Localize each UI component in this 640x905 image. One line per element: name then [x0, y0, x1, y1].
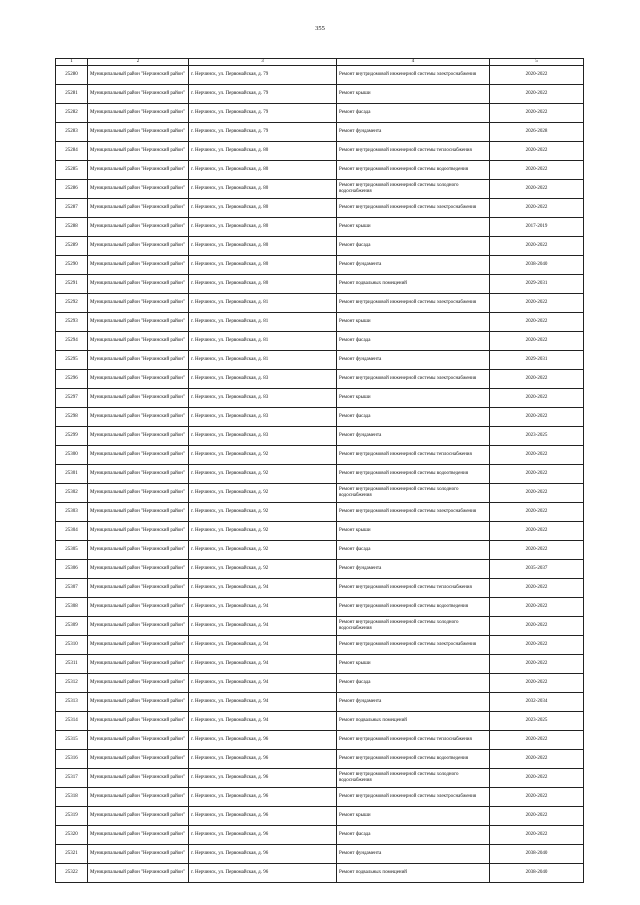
address-cell: г. Нерчинск, ул. Первомайская, д. 80 — [189, 237, 337, 256]
work-type-cell: Ремонт крыши — [337, 522, 490, 541]
row-number-cell: 25300 — [56, 446, 88, 465]
period-cell: 2038-2040 — [490, 256, 584, 275]
work-type-cell: Ремонт внутридомовой инженерной системы электроснабжения — [337, 66, 490, 85]
table-row — [56, 560, 584, 579]
period-cell: 2020-2022 — [490, 66, 584, 85]
municipality-cell: Муниципальный район "Нерчинский район" — [88, 560, 189, 579]
table-row — [56, 579, 584, 598]
municipality-cell: Муниципальный район "Нерчинский район" — [88, 617, 189, 636]
period-cell: 2020-2022 — [490, 674, 584, 693]
row-number-cell: 25289 — [56, 237, 88, 256]
address-cell: г. Нерчинск, ул. Первомайская, д. 94 — [189, 598, 337, 617]
address-cell: г. Нерчинск, ул. Первомайская, д. 79 — [189, 66, 337, 85]
work-type-cell: Ремонт внутридомовой инженерной системы электроснабжения — [337, 370, 490, 389]
municipality-cell: Муниципальный район "Нерчинский район" — [88, 351, 189, 370]
municipality-cell: Муниципальный район "Нерчинский район" — [88, 237, 189, 256]
municipality-cell: Муниципальный район "Нерчинский район" — [88, 446, 189, 465]
period-cell: 2020-2022 — [490, 769, 584, 788]
table-row — [56, 85, 584, 104]
work-type-cell: Ремонт крыши — [337, 807, 490, 826]
table-row — [56, 199, 584, 218]
municipality-cell: Муниципальный район "Нерчинский район" — [88, 864, 189, 883]
work-type-cell: Ремонт фундамента — [337, 351, 490, 370]
address-cell: г. Нерчинск, ул. Первомайская, д. 83 — [189, 370, 337, 389]
period-cell: 2020-2022 — [490, 484, 584, 503]
period-cell: 2020-2022 — [490, 750, 584, 769]
repair-schedule-table — [55, 58, 584, 883]
table-row — [56, 541, 584, 560]
address-cell: г. Нерчинск, ул. Первомайская, д. 80 — [189, 275, 337, 294]
work-type-cell: Ремонт внутридомовой инженерной системы электроснабжения — [337, 503, 490, 522]
period-cell: 2020-2022 — [490, 636, 584, 655]
table-row — [56, 408, 584, 427]
work-type-cell: Ремонт внутридомовой инженерной системы электроснабжения — [337, 199, 490, 218]
row-number-cell: 25295 — [56, 351, 88, 370]
work-type-cell: Ремонт внутридомовой инженерной системы теплоснабжения — [337, 142, 490, 161]
address-cell: г. Нерчинск, ул. Первомайская, д. 80 — [189, 142, 337, 161]
work-type-cell: Ремонт крыши — [337, 218, 490, 237]
period-cell: 2020-2022 — [490, 503, 584, 522]
work-type-cell: Ремонт внутридомовой инженерной системы холодного водоснабжения — [337, 617, 490, 636]
municipality-cell: Муниципальный район "Нерчинский район" — [88, 826, 189, 845]
row-number-cell: 25298 — [56, 408, 88, 427]
work-type-cell: Ремонт фасада — [337, 332, 490, 351]
period-cell: 2020-2022 — [490, 541, 584, 560]
address-cell: г. Нерчинск, ул. Первомайская, д. 92 — [189, 503, 337, 522]
row-number-cell: 25301 — [56, 465, 88, 484]
period-cell: 2020-2022 — [490, 237, 584, 256]
work-type-cell: Ремонт крыши — [337, 655, 490, 674]
column-header-3: 3 — [189, 59, 337, 66]
page-number: 355 — [315, 25, 325, 32]
row-number-cell: 25302 — [56, 484, 88, 503]
address-cell: г. Нерчинск, ул. Первомайская, д. 94 — [189, 655, 337, 674]
address-cell: г. Нерчинск, ул. Первомайская, д. 96 — [189, 826, 337, 845]
municipality-cell: Муниципальный район "Нерчинский район" — [88, 408, 189, 427]
municipality-cell: Муниципальный район "Нерчинский район" — [88, 142, 189, 161]
period-cell: 2020-2022 — [490, 142, 584, 161]
municipality-cell: Муниципальный район "Нерчинский район" — [88, 541, 189, 560]
row-number-cell: 25317 — [56, 769, 88, 788]
municipality-cell: Муниципальный район "Нерчинский район" — [88, 693, 189, 712]
table-row — [56, 446, 584, 465]
table-row — [56, 161, 584, 180]
work-type-cell: Ремонт внутридомовой инженерной системы водоотведения — [337, 161, 490, 180]
period-cell: 2038-2040 — [490, 864, 584, 883]
address-cell: г. Нерчинск, ул. Первомайская, д. 92 — [189, 560, 337, 579]
table-row — [56, 351, 584, 370]
period-cell: 2020-2022 — [490, 389, 584, 408]
municipality-cell: Муниципальный район "Нерчинский район" — [88, 712, 189, 731]
municipality-cell: Муниципальный район "Нерчинский район" — [88, 845, 189, 864]
work-type-cell: Ремонт фасада — [337, 408, 490, 427]
period-cell: 2020-2022 — [490, 731, 584, 750]
table-row — [56, 598, 584, 617]
row-number-cell: 25297 — [56, 389, 88, 408]
table-row — [56, 294, 584, 313]
address-cell: г. Нерчинск, ул. Первомайская, д. 96 — [189, 750, 337, 769]
table-row — [56, 636, 584, 655]
table-row — [56, 864, 584, 883]
row-number-cell: 25309 — [56, 617, 88, 636]
work-type-cell: Ремонт фундамента — [337, 123, 490, 142]
row-number-cell: 25303 — [56, 503, 88, 522]
row-number-cell: 25286 — [56, 180, 88, 199]
table-row — [56, 522, 584, 541]
work-type-cell: Ремонт фундамента — [337, 427, 490, 446]
address-cell: г. Нерчинск, ул. Первомайская, д. 80 — [189, 199, 337, 218]
table-row — [56, 427, 584, 446]
column-header-5: 5 — [490, 59, 584, 66]
table-row — [56, 617, 584, 636]
table-row — [56, 693, 584, 712]
row-number-cell: 25313 — [56, 693, 88, 712]
column-header-4: 4 — [337, 59, 490, 66]
period-cell: 2020-2022 — [490, 465, 584, 484]
period-cell: 2020-2022 — [490, 788, 584, 807]
table-row — [56, 389, 584, 408]
municipality-cell: Муниципальный район "Нерчинский район" — [88, 123, 189, 142]
period-cell: 2020-2022 — [490, 522, 584, 541]
column-header-2: 2 — [88, 59, 189, 66]
table-row — [56, 465, 584, 484]
row-number-cell: 25311 — [56, 655, 88, 674]
address-cell: г. Нерчинск, ул. Первомайская, д. 80 — [189, 218, 337, 237]
municipality-cell: Муниципальный район "Нерчинский район" — [88, 275, 189, 294]
work-type-cell: Ремонт внутридомовой инженерной системы холодного водоснабжения — [337, 484, 490, 503]
table-row — [56, 313, 584, 332]
table-row — [56, 180, 584, 199]
work-type-cell: Ремонт фасада — [337, 237, 490, 256]
table-row — [56, 370, 584, 389]
municipality-cell: Муниципальный район "Нерчинский район" — [88, 465, 189, 484]
address-cell: г. Нерчинск, ул. Первомайская, д. 96 — [189, 845, 337, 864]
address-cell: г. Нерчинск, ул. Первомайская, д. 94 — [189, 636, 337, 655]
table-row — [56, 237, 584, 256]
address-cell: г. Нерчинск, ул. Первомайская, д. 96 — [189, 731, 337, 750]
period-cell: 2020-2022 — [490, 85, 584, 104]
row-number-cell: 25318 — [56, 788, 88, 807]
period-cell: 2020-2022 — [490, 370, 584, 389]
municipality-cell: Муниципальный район "Нерчинский район" — [88, 85, 189, 104]
header-row — [56, 59, 584, 66]
municipality-cell: Муниципальный район "Нерчинский район" — [88, 788, 189, 807]
municipality-cell: Муниципальный район "Нерчинский район" — [88, 313, 189, 332]
period-cell: 2020-2022 — [490, 598, 584, 617]
municipality-cell: Муниципальный район "Нерчинский район" — [88, 674, 189, 693]
work-type-cell: Ремонт фасада — [337, 104, 490, 123]
row-number-cell: 25322 — [56, 864, 88, 883]
row-number-cell: 25292 — [56, 294, 88, 313]
table-row — [56, 503, 584, 522]
column-header-1: 1 — [56, 59, 88, 66]
work-type-cell: Ремонт крыши — [337, 313, 490, 332]
municipality-cell: Муниципальный район "Нерчинский район" — [88, 731, 189, 750]
address-cell: г. Нерчинск, ул. Первомайская, д. 94 — [189, 617, 337, 636]
row-number-cell: 25304 — [56, 522, 88, 541]
work-type-cell: Ремонт подвальных помещений — [337, 712, 490, 731]
work-type-cell: Ремонт крыши — [337, 389, 490, 408]
municipality-cell: Муниципальный район "Нерчинский район" — [88, 66, 189, 85]
row-number-cell: 25285 — [56, 161, 88, 180]
work-type-cell: Ремонт внутридомовой инженерной системы электроснабжения — [337, 788, 490, 807]
row-number-cell: 25321 — [56, 845, 88, 864]
row-number-cell: 25305 — [56, 541, 88, 560]
table-row — [56, 332, 584, 351]
address-cell: г. Нерчинск, ул. Первомайская, д. 96 — [189, 788, 337, 807]
address-cell: г. Нерчинск, ул. Первомайская, д. 94 — [189, 674, 337, 693]
period-cell: 2020-2022 — [490, 161, 584, 180]
municipality-cell: Муниципальный район "Нерчинский район" — [88, 750, 189, 769]
address-cell: г. Нерчинск, ул. Первомайская, д. 81 — [189, 351, 337, 370]
work-type-cell: Ремонт фасада — [337, 541, 490, 560]
row-number-cell: 25310 — [56, 636, 88, 655]
period-cell: 2023-2025 — [490, 427, 584, 446]
municipality-cell: Муниципальный район "Нерчинский район" — [88, 598, 189, 617]
work-type-cell: Ремонт подвальных помещений — [337, 275, 490, 294]
row-number-cell: 25293 — [56, 313, 88, 332]
address-cell: г. Нерчинск, ул. Первомайская, д. 92 — [189, 465, 337, 484]
row-number-cell: 25308 — [56, 598, 88, 617]
table-row — [56, 807, 584, 826]
address-cell: г. Нерчинск, ул. Первомайская, д. 92 — [189, 522, 337, 541]
period-cell: 2020-2022 — [490, 579, 584, 598]
period-cell: 2029-2031 — [490, 351, 584, 370]
period-cell: 2035-2037 — [490, 560, 584, 579]
row-number-cell: 25291 — [56, 275, 88, 294]
table-row — [56, 142, 584, 161]
address-cell: г. Нерчинск, ул. Первомайская, д. 80 — [189, 161, 337, 180]
row-number-cell: 25283 — [56, 123, 88, 142]
work-type-cell: Ремонт внутридомовой инженерной системы водоотведения — [337, 465, 490, 484]
row-number-cell: 25319 — [56, 807, 88, 826]
table-row — [56, 674, 584, 693]
period-cell: 2032-2034 — [490, 693, 584, 712]
municipality-cell: Муниципальный район "Нерчинский район" — [88, 161, 189, 180]
address-cell: г. Нерчинск, ул. Первомайская, д. 96 — [189, 807, 337, 826]
municipality-cell: Муниципальный район "Нерчинский район" — [88, 427, 189, 446]
municipality-cell: Муниципальный район "Нерчинский район" — [88, 370, 189, 389]
work-type-cell: Ремонт фундамента — [337, 845, 490, 864]
table-row — [56, 826, 584, 845]
period-cell: 2038-2040 — [490, 845, 584, 864]
table-row — [56, 731, 584, 750]
address-cell: г. Нерчинск, ул. Первомайская, д. 94 — [189, 712, 337, 731]
period-cell: 2020-2022 — [490, 313, 584, 332]
row-number-cell: 25281 — [56, 85, 88, 104]
work-type-cell: Ремонт внутридомовой инженерной системы теплоснабжения — [337, 446, 490, 465]
work-type-cell: Ремонт фундамента — [337, 256, 490, 275]
municipality-cell: Муниципальный район "Нерчинский район" — [88, 636, 189, 655]
period-cell: 2017-2019 — [490, 218, 584, 237]
address-cell: г. Нерчинск, ул. Первомайская, д. 79 — [189, 85, 337, 104]
address-cell: г. Нерчинск, ул. Первомайская, д. 79 — [189, 123, 337, 142]
table-row — [56, 256, 584, 275]
municipality-cell: Муниципальный район "Нерчинский район" — [88, 256, 189, 275]
period-cell: 2020-2022 — [490, 199, 584, 218]
work-type-cell: Ремонт крыши — [337, 85, 490, 104]
period-cell: 2020-2022 — [490, 446, 584, 465]
period-cell: 2020-2022 — [490, 655, 584, 674]
address-cell: г. Нерчинск, ул. Первомайская, д. 81 — [189, 313, 337, 332]
table-row — [56, 484, 584, 503]
period-cell: 2020-2022 — [490, 807, 584, 826]
work-type-cell: Ремонт внутридомовой инженерной системы холодного водоснабжения — [337, 180, 490, 199]
row-number-cell: 25280 — [56, 66, 88, 85]
row-number-cell: 25314 — [56, 712, 88, 731]
row-number-cell: 25307 — [56, 579, 88, 598]
municipality-cell: Муниципальный район "Нерчинский район" — [88, 332, 189, 351]
work-type-cell: Ремонт фасада — [337, 826, 490, 845]
work-type-cell: Ремонт внутридомовой инженерной системы электроснабжения — [337, 636, 490, 655]
work-type-cell: Ремонт фундамента — [337, 560, 490, 579]
period-cell: 2026-2028 — [490, 123, 584, 142]
municipality-cell: Муниципальный район "Нерчинский район" — [88, 579, 189, 598]
table-body — [56, 66, 584, 883]
address-cell: г. Нерчинск, ул. Первомайская, д. 94 — [189, 693, 337, 712]
address-cell: г. Нерчинск, ул. Первомайская, д. 81 — [189, 332, 337, 351]
period-cell: 2020-2022 — [490, 332, 584, 351]
row-number-cell: 25312 — [56, 674, 88, 693]
municipality-cell: Муниципальный район "Нерчинский район" — [88, 180, 189, 199]
work-type-cell: Ремонт фундамента — [337, 693, 490, 712]
table-row — [56, 275, 584, 294]
row-number-cell: 25284 — [56, 142, 88, 161]
work-type-cell: Ремонт фасада — [337, 674, 490, 693]
municipality-cell: Муниципальный район "Нерчинский район" — [88, 655, 189, 674]
period-cell: 2020-2022 — [490, 294, 584, 313]
period-cell: 2020-2022 — [490, 826, 584, 845]
table-row — [56, 655, 584, 674]
address-cell: г. Нерчинск, ул. Первомайская, д. 92 — [189, 484, 337, 503]
period-cell: 2020-2022 — [490, 104, 584, 123]
table-row — [56, 104, 584, 123]
row-number-cell: 25287 — [56, 199, 88, 218]
address-cell: г. Нерчинск, ул. Первомайская, д. 96 — [189, 769, 337, 788]
row-number-cell: 25288 — [56, 218, 88, 237]
address-cell: г. Нерчинск, ул. Первомайская, д. 83 — [189, 408, 337, 427]
row-number-cell: 25296 — [56, 370, 88, 389]
municipality-cell: Муниципальный район "Нерчинский район" — [88, 389, 189, 408]
municipality-cell: Муниципальный район "Нерчинский район" — [88, 503, 189, 522]
work-type-cell: Ремонт внутридомовой инженерной системы теплоснабжения — [337, 579, 490, 598]
table-row — [56, 845, 584, 864]
row-number-cell: 25294 — [56, 332, 88, 351]
row-number-cell: 25316 — [56, 750, 88, 769]
period-cell: 2023-2025 — [490, 712, 584, 731]
row-number-cell: 25290 — [56, 256, 88, 275]
address-cell: г. Нерчинск, ул. Первомайская, д. 83 — [189, 427, 337, 446]
address-cell: г. Нерчинск, ул. Первомайская, д. 80 — [189, 256, 337, 275]
municipality-cell: Муниципальный район "Нерчинский район" — [88, 484, 189, 503]
municipality-cell: Муниципальный район "Нерчинский район" — [88, 807, 189, 826]
work-type-cell: Ремонт внутридомовой инженерной системы холодного водоснабжения — [337, 769, 490, 788]
table-row — [56, 788, 584, 807]
address-cell: г. Нерчинск, ул. Первомайская, д. 94 — [189, 579, 337, 598]
work-type-cell: Ремонт подвальных помещений — [337, 864, 490, 883]
period-cell: 2020-2022 — [490, 180, 584, 199]
period-cell: 2020-2022 — [490, 408, 584, 427]
municipality-cell: Муниципальный район "Нерчинский район" — [88, 104, 189, 123]
municipality-cell: Муниципальный район "Нерчинский район" — [88, 199, 189, 218]
municipality-cell: Муниципальный район "Нерчинский район" — [88, 294, 189, 313]
period-cell: 2029-2031 — [490, 275, 584, 294]
work-type-cell: Ремонт внутридомовой инженерной системы водоотведения — [337, 750, 490, 769]
work-type-cell: Ремонт внутридомовой инженерной системы водоотведения — [337, 598, 490, 617]
municipality-cell: Муниципальный район "Нерчинский район" — [88, 218, 189, 237]
row-number-cell: 25306 — [56, 560, 88, 579]
address-cell: г. Нерчинск, ул. Первомайская, д. 83 — [189, 389, 337, 408]
address-cell: г. Нерчинск, ул. Первомайская, д. 81 — [189, 294, 337, 313]
address-cell: г. Нерчинск, ул. Первомайская, д. 92 — [189, 446, 337, 465]
row-number-cell: 25315 — [56, 731, 88, 750]
table-row — [56, 769, 584, 788]
row-number-cell: 25282 — [56, 104, 88, 123]
address-cell: г. Нерчинск, ул. Первомайская, д. 79 — [189, 104, 337, 123]
table-row — [56, 712, 584, 731]
table-row — [56, 750, 584, 769]
municipality-cell: Муниципальный район "Нерчинский район" — [88, 522, 189, 541]
row-number-cell: 25299 — [56, 427, 88, 446]
address-cell: г. Нерчинск, ул. Первомайская, д. 80 — [189, 180, 337, 199]
address-cell: г. Нерчинск, ул. Первомайская, д. 96 — [189, 864, 337, 883]
table-row — [56, 218, 584, 237]
table-row — [56, 123, 584, 142]
work-type-cell: Ремонт внутридомовой инженерной системы теплоснабжения — [337, 731, 490, 750]
row-number-cell: 25320 — [56, 826, 88, 845]
work-type-cell: Ремонт внутридомовой инженерной системы электроснабжения — [337, 294, 490, 313]
municipality-cell: Муниципальный район "Нерчинский район" — [88, 769, 189, 788]
table-row — [56, 66, 584, 85]
address-cell: г. Нерчинск, ул. Первомайская, д. 92 — [189, 541, 337, 560]
period-cell: 2020-2022 — [490, 617, 584, 636]
